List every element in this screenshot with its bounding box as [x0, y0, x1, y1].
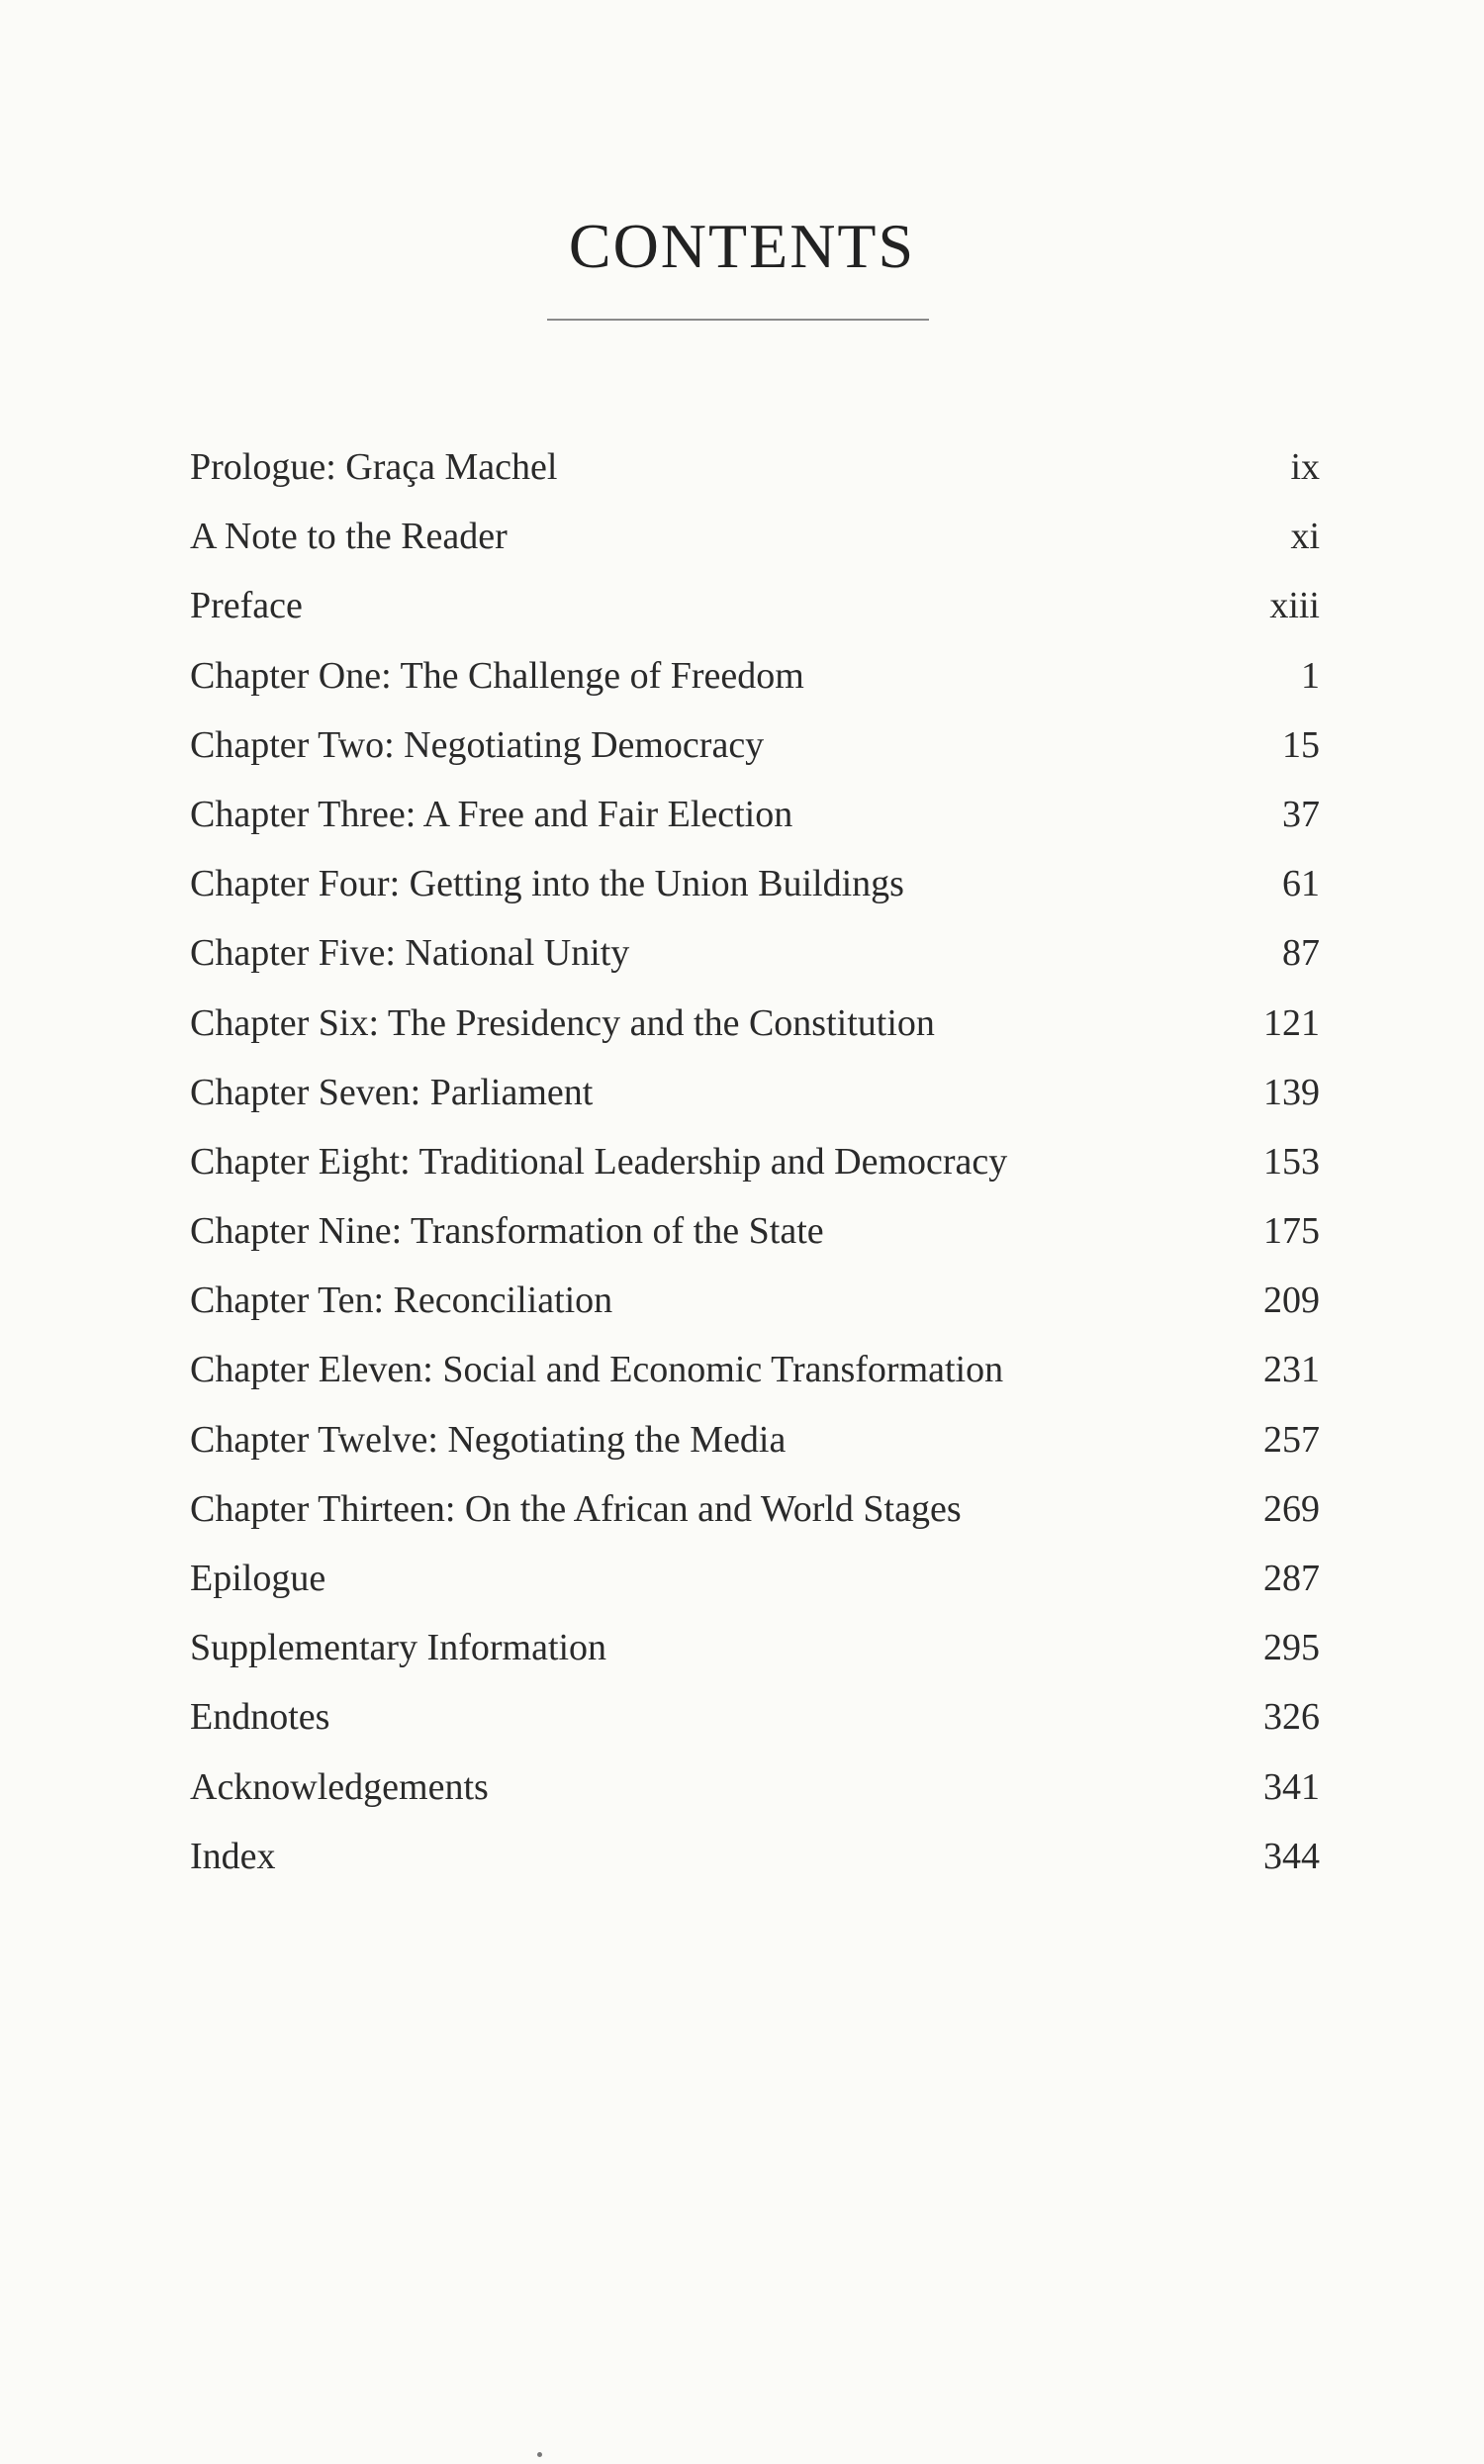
toc-entry[interactable] [190, 1695, 1328, 1764]
toc-entry[interactable] [190, 1071, 1328, 1140]
toc-entry-page-number: 121 [1263, 1001, 1320, 1044]
toc-entry[interactable] [190, 723, 1328, 793]
toc-entry-title: Chapter Seven: Parliament [190, 1071, 594, 1113]
toc-entry-title: Chapter Twelve: Negotiating the Media [190, 1418, 787, 1461]
toc-entry-title: Index [190, 1835, 276, 1877]
toc-entry[interactable] [190, 931, 1328, 1000]
toc-entry[interactable] [190, 1001, 1328, 1071]
toc-entry-title: Chapter Ten: Reconciliation [190, 1279, 613, 1322]
toc-entry-page-number: 341 [1263, 1765, 1320, 1808]
toc-entry-title: Prologue: Graça Machel [190, 446, 558, 488]
toc-entry-page-number: 15 [1282, 723, 1320, 766]
toc-entry-title: Chapter Eleven: Social and Economic Transformation [190, 1349, 1004, 1391]
toc-entry[interactable] [190, 1557, 1328, 1626]
toc-entry-page-number: 1 [1301, 654, 1320, 697]
toc-entry-page-number: 295 [1263, 1627, 1320, 1669]
toc-entry[interactable] [190, 1835, 1328, 1904]
toc-entry-page-number: xiii [1269, 585, 1320, 627]
toc-entry[interactable] [190, 1418, 1328, 1487]
toc-entry-page-number: 257 [1263, 1418, 1320, 1461]
toc-entry[interactable] [190, 1209, 1328, 1279]
toc-entry-title: Chapter Six: The Presidency and the Constitution [190, 1001, 935, 1044]
toc-entry[interactable] [190, 1765, 1328, 1835]
toc-entry[interactable] [190, 1626, 1328, 1695]
toc-entry-title: Acknowledgements [190, 1765, 489, 1808]
page-title: CONTENTS [568, 211, 916, 281]
toc-entry[interactable] [190, 1279, 1328, 1348]
toc-entry-page-number: 287 [1263, 1558, 1320, 1599]
toc-entry-page-number: 326 [1263, 1696, 1320, 1739]
toc-entry-title: Chapter One: The Challenge of Freedom [190, 654, 804, 697]
toc-entry-title: Chapter Eight: Traditional Leadership and Democracy [190, 1140, 1008, 1183]
toc-entry[interactable] [190, 1348, 1328, 1417]
toc-entry[interactable] [190, 1140, 1328, 1209]
paper-speck [537, 2452, 542, 2457]
toc-entry-page-number: 209 [1263, 1279, 1320, 1322]
toc-entry[interactable] [190, 793, 1328, 862]
toc-entry-title: Chapter Two: Negotiating Democracy [190, 723, 765, 766]
toc-entry[interactable] [190, 654, 1328, 723]
toc-entry-page-number: 175 [1263, 1210, 1320, 1253]
toc-entry-page-number: 231 [1263, 1349, 1320, 1391]
toc-entry-page-number: 37 [1282, 793, 1320, 835]
toc-entry[interactable] [190, 862, 1328, 931]
toc-entry-title: Endnotes [190, 1696, 330, 1739]
toc-entry[interactable] [190, 584, 1328, 653]
toc-entry-page-number: xi [1290, 516, 1320, 558]
toc-entry-title: Chapter Five: National Unity [190, 932, 630, 975]
title-underline [547, 319, 929, 321]
toc-entry-title: Chapter Thirteen: On the African and World Stages [190, 1487, 962, 1530]
toc-entry-title: Epilogue [190, 1558, 326, 1599]
toc-entry-title: Chapter Three: A Free and Fair Election [190, 793, 793, 835]
table-of-contents [190, 445, 1328, 1904]
toc-entry[interactable] [190, 445, 1328, 515]
toc-entry-title: Preface [190, 585, 303, 627]
toc-entry[interactable] [190, 515, 1328, 584]
toc-entry-title: Supplementary Information [190, 1627, 607, 1669]
toc-entry-title: A Note to the Reader [190, 516, 508, 558]
toc-entry-page-number: 269 [1263, 1487, 1320, 1530]
toc-entry-page-number: 61 [1282, 863, 1320, 905]
toc-entry-page-number: 139 [1263, 1071, 1320, 1113]
toc-entry-title: Chapter Nine: Transformation of the State [190, 1210, 824, 1253]
toc-entry-page-number: 344 [1263, 1835, 1320, 1877]
toc-entry-page-number: 153 [1263, 1140, 1320, 1183]
toc-entry-title: Chapter Four: Getting into the Union Buildings [190, 863, 904, 905]
toc-entry-page-number: ix [1290, 446, 1320, 488]
toc-entry[interactable] [190, 1487, 1328, 1557]
toc-entry-page-number: 87 [1282, 932, 1320, 975]
